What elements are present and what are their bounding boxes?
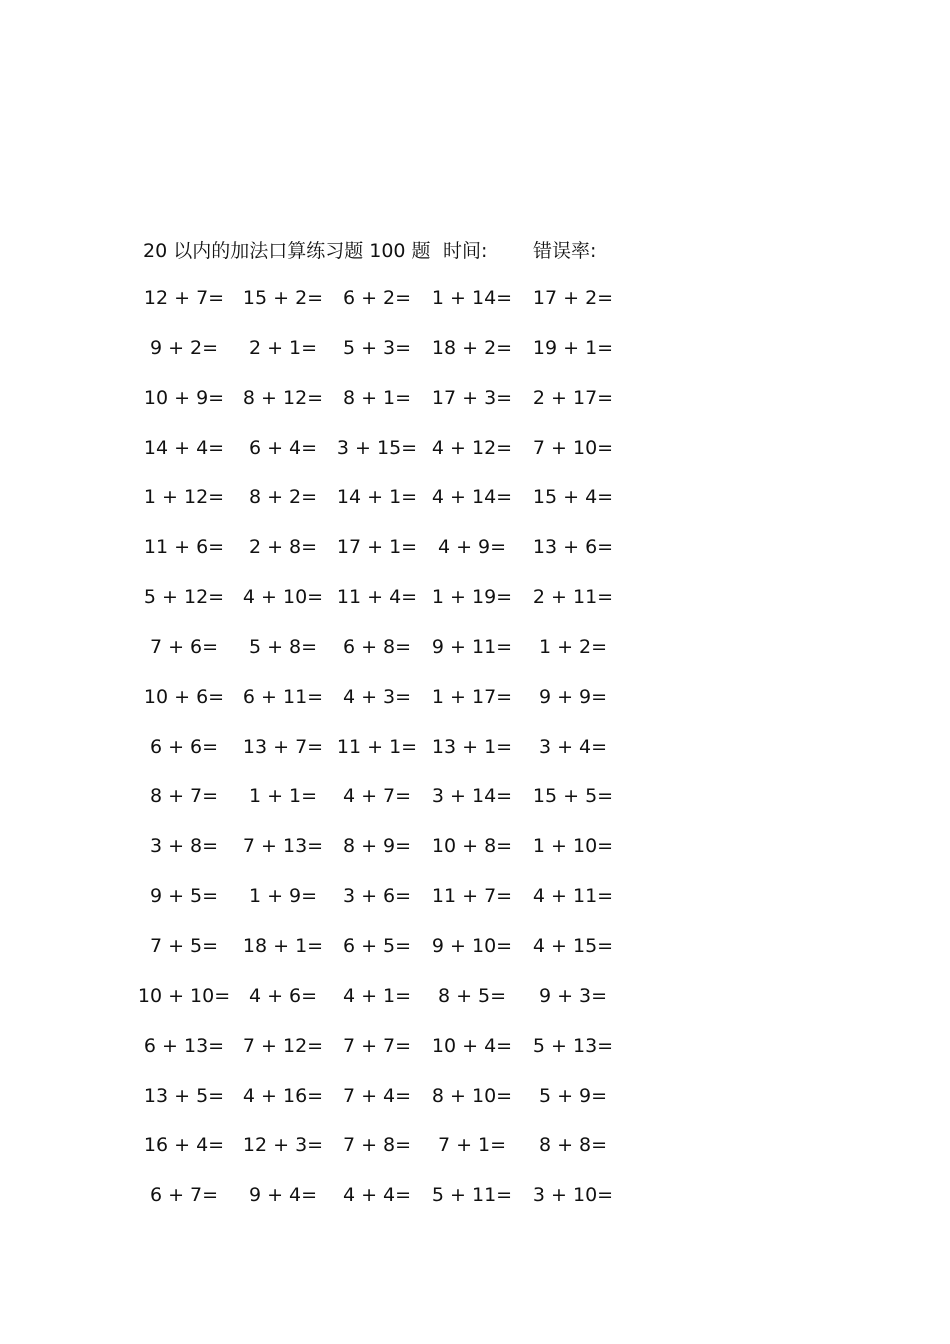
- problem-row: [0, 532, 700, 582]
- addition-problem: 7 + 12=: [242, 1034, 324, 1057]
- addition-problem: 6 + 11=: [242, 685, 324, 708]
- addition-problem: 11 + 1=: [336, 735, 418, 758]
- addition-problem: 13 + 5=: [143, 1084, 225, 1107]
- addition-problem: 8 + 12=: [242, 386, 324, 409]
- addition-problem: 4 + 6=: [248, 984, 318, 1007]
- addition-problem: 6 + 7=: [149, 1184, 219, 1207]
- addition-problem: 19 + 1=: [532, 336, 614, 359]
- problem-row: [0, 732, 700, 782]
- addition-problem: 8 + 10=: [431, 1084, 513, 1107]
- addition-problem: 2 + 11=: [532, 586, 614, 609]
- addition-problem: 4 + 3=: [342, 685, 412, 708]
- addition-problem: 12 + 7=: [143, 287, 225, 309]
- addition-problem: 10 + 6=: [143, 685, 225, 708]
- addition-problem: 14 + 1=: [336, 486, 418, 509]
- addition-problem: 3 + 6=: [342, 885, 412, 908]
- addition-problem: 11 + 6=: [143, 536, 225, 559]
- addition-problem: 9 + 9=: [538, 685, 608, 708]
- addition-problem: 7 + 10=: [532, 436, 614, 459]
- addition-problem: 3 + 8=: [149, 835, 219, 858]
- addition-problem: 8 + 9=: [342, 835, 412, 858]
- addition-problem: 9 + 5=: [149, 885, 219, 908]
- addition-problem: 16 + 4=: [143, 1134, 225, 1157]
- addition-problem: 9 + 2=: [149, 336, 219, 359]
- problem-row: [0, 1180, 700, 1230]
- addition-problem: 5 + 3=: [342, 336, 412, 359]
- problem-row: [0, 582, 700, 632]
- addition-problem: 10 + 9=: [143, 386, 225, 409]
- problem-row: [0, 383, 700, 433]
- addition-problem: 1 + 17=: [431, 685, 513, 708]
- addition-problem: 4 + 15=: [532, 934, 614, 957]
- addition-problem: 13 + 1=: [431, 735, 513, 758]
- problem-row: [0, 1081, 700, 1131]
- addition-problem: 2 + 8=: [248, 536, 318, 559]
- addition-problem: 6 + 2=: [342, 287, 412, 309]
- addition-problem: 1 + 14=: [431, 287, 513, 309]
- addition-problem: 17 + 2=: [532, 287, 614, 309]
- addition-problem: 1 + 1=: [248, 785, 318, 808]
- addition-problem: 1 + 10=: [532, 835, 614, 858]
- addition-problem: 8 + 2=: [248, 486, 318, 509]
- addition-problem: 2 + 17=: [532, 386, 614, 409]
- problem-row: [0, 682, 700, 732]
- addition-problem: 5 + 11=: [431, 1184, 513, 1207]
- addition-problem: 6 + 4=: [248, 436, 318, 459]
- problem-row: [0, 781, 700, 831]
- worksheet-header: [143, 236, 596, 266]
- addition-problem: 10 + 8=: [431, 835, 513, 858]
- addition-problem: 17 + 1=: [336, 536, 418, 559]
- addition-problem: 5 + 13=: [532, 1034, 614, 1057]
- addition-problem: 15 + 5=: [532, 785, 614, 808]
- addition-problem: 18 + 2=: [431, 336, 513, 359]
- addition-problem: 9 + 11=: [431, 635, 513, 658]
- problem-row: [0, 881, 700, 931]
- addition-problem: 4 + 10=: [242, 586, 324, 609]
- addition-problem: 2 + 1=: [248, 336, 318, 359]
- addition-problem: 6 + 8=: [342, 635, 412, 658]
- addition-problem: 8 + 1=: [342, 386, 412, 409]
- problem-row: [0, 931, 700, 981]
- problem-row: [0, 981, 700, 1031]
- problem-row: [0, 433, 700, 483]
- addition-problem: 4 + 7=: [342, 785, 412, 808]
- addition-problem: 4 + 9=: [437, 536, 507, 559]
- addition-problem: 3 + 4=: [538, 735, 608, 758]
- addition-problem: 7 + 1=: [437, 1134, 507, 1157]
- addition-problem: 1 + 9=: [248, 885, 318, 908]
- addition-problem: 14 + 4=: [143, 436, 225, 459]
- problem-row: [0, 1031, 700, 1081]
- addition-problem: 3 + 14=: [431, 785, 513, 808]
- addition-problem: 13 + 6=: [532, 536, 614, 559]
- addition-problem: 4 + 1=: [342, 984, 412, 1007]
- addition-problem: 6 + 6=: [149, 735, 219, 758]
- addition-problem: 5 + 9=: [538, 1084, 608, 1107]
- addition-problem: 7 + 13=: [242, 835, 324, 858]
- addition-problem: 9 + 3=: [538, 984, 608, 1007]
- addition-problem: 8 + 8=: [538, 1134, 608, 1157]
- addition-problem: 3 + 10=: [532, 1184, 614, 1207]
- addition-problem: 1 + 12=: [143, 486, 225, 509]
- addition-problem: 7 + 7=: [342, 1034, 412, 1057]
- addition-problem: 15 + 2=: [242, 287, 324, 309]
- addition-problem: 7 + 5=: [149, 934, 219, 957]
- addition-problem: 11 + 7=: [431, 885, 513, 908]
- problem-row: [0, 831, 700, 881]
- problem-row: [0, 1130, 700, 1180]
- addition-problem: 12 + 3=: [242, 1134, 324, 1157]
- addition-problem: 9 + 10=: [431, 934, 513, 957]
- problem-grid: [0, 283, 700, 1230]
- addition-problem: 6 + 13=: [143, 1034, 225, 1057]
- error-rate-label: 错误率:: [533, 240, 597, 262]
- addition-problem: 6 + 5=: [342, 934, 412, 957]
- addition-problem: 5 + 12=: [143, 586, 225, 609]
- addition-problem: 8 + 7=: [149, 785, 219, 808]
- addition-problem: 7 + 6=: [149, 635, 219, 658]
- addition-problem: 1 + 19=: [431, 586, 513, 609]
- time-label: 时间:: [443, 240, 488, 262]
- problem-row: [0, 333, 700, 383]
- addition-problem: 4 + 12=: [431, 436, 513, 459]
- problem-row: [0, 632, 700, 682]
- addition-problem: 1 + 2=: [538, 635, 608, 658]
- addition-problem: 10 + 4=: [431, 1034, 513, 1057]
- addition-problem: 5 + 8=: [248, 635, 318, 658]
- addition-problem: 4 + 14=: [431, 486, 513, 509]
- addition-problem: 15 + 4=: [532, 486, 614, 509]
- addition-problem: 10 + 10=: [137, 984, 231, 1007]
- addition-problem: 3 + 15=: [336, 436, 418, 459]
- problem-row: [0, 283, 700, 333]
- addition-problem: 4 + 11=: [532, 885, 614, 908]
- addition-problem: 4 + 4=: [342, 1184, 412, 1207]
- addition-problem: 9 + 4=: [248, 1184, 318, 1207]
- addition-problem: 11 + 4=: [336, 586, 418, 609]
- addition-problem: 7 + 8=: [342, 1134, 412, 1157]
- worksheet-title: 20 以内的加法口算练习题 100 题: [143, 240, 431, 262]
- addition-problem: 13 + 7=: [242, 735, 324, 758]
- addition-problem: 8 + 5=: [437, 984, 507, 1007]
- problem-row: [0, 482, 700, 532]
- addition-problem: 4 + 16=: [242, 1084, 324, 1107]
- addition-problem: 7 + 4=: [342, 1084, 412, 1107]
- addition-problem: 18 + 1=: [242, 934, 324, 957]
- addition-problem: 17 + 3=: [431, 386, 513, 409]
